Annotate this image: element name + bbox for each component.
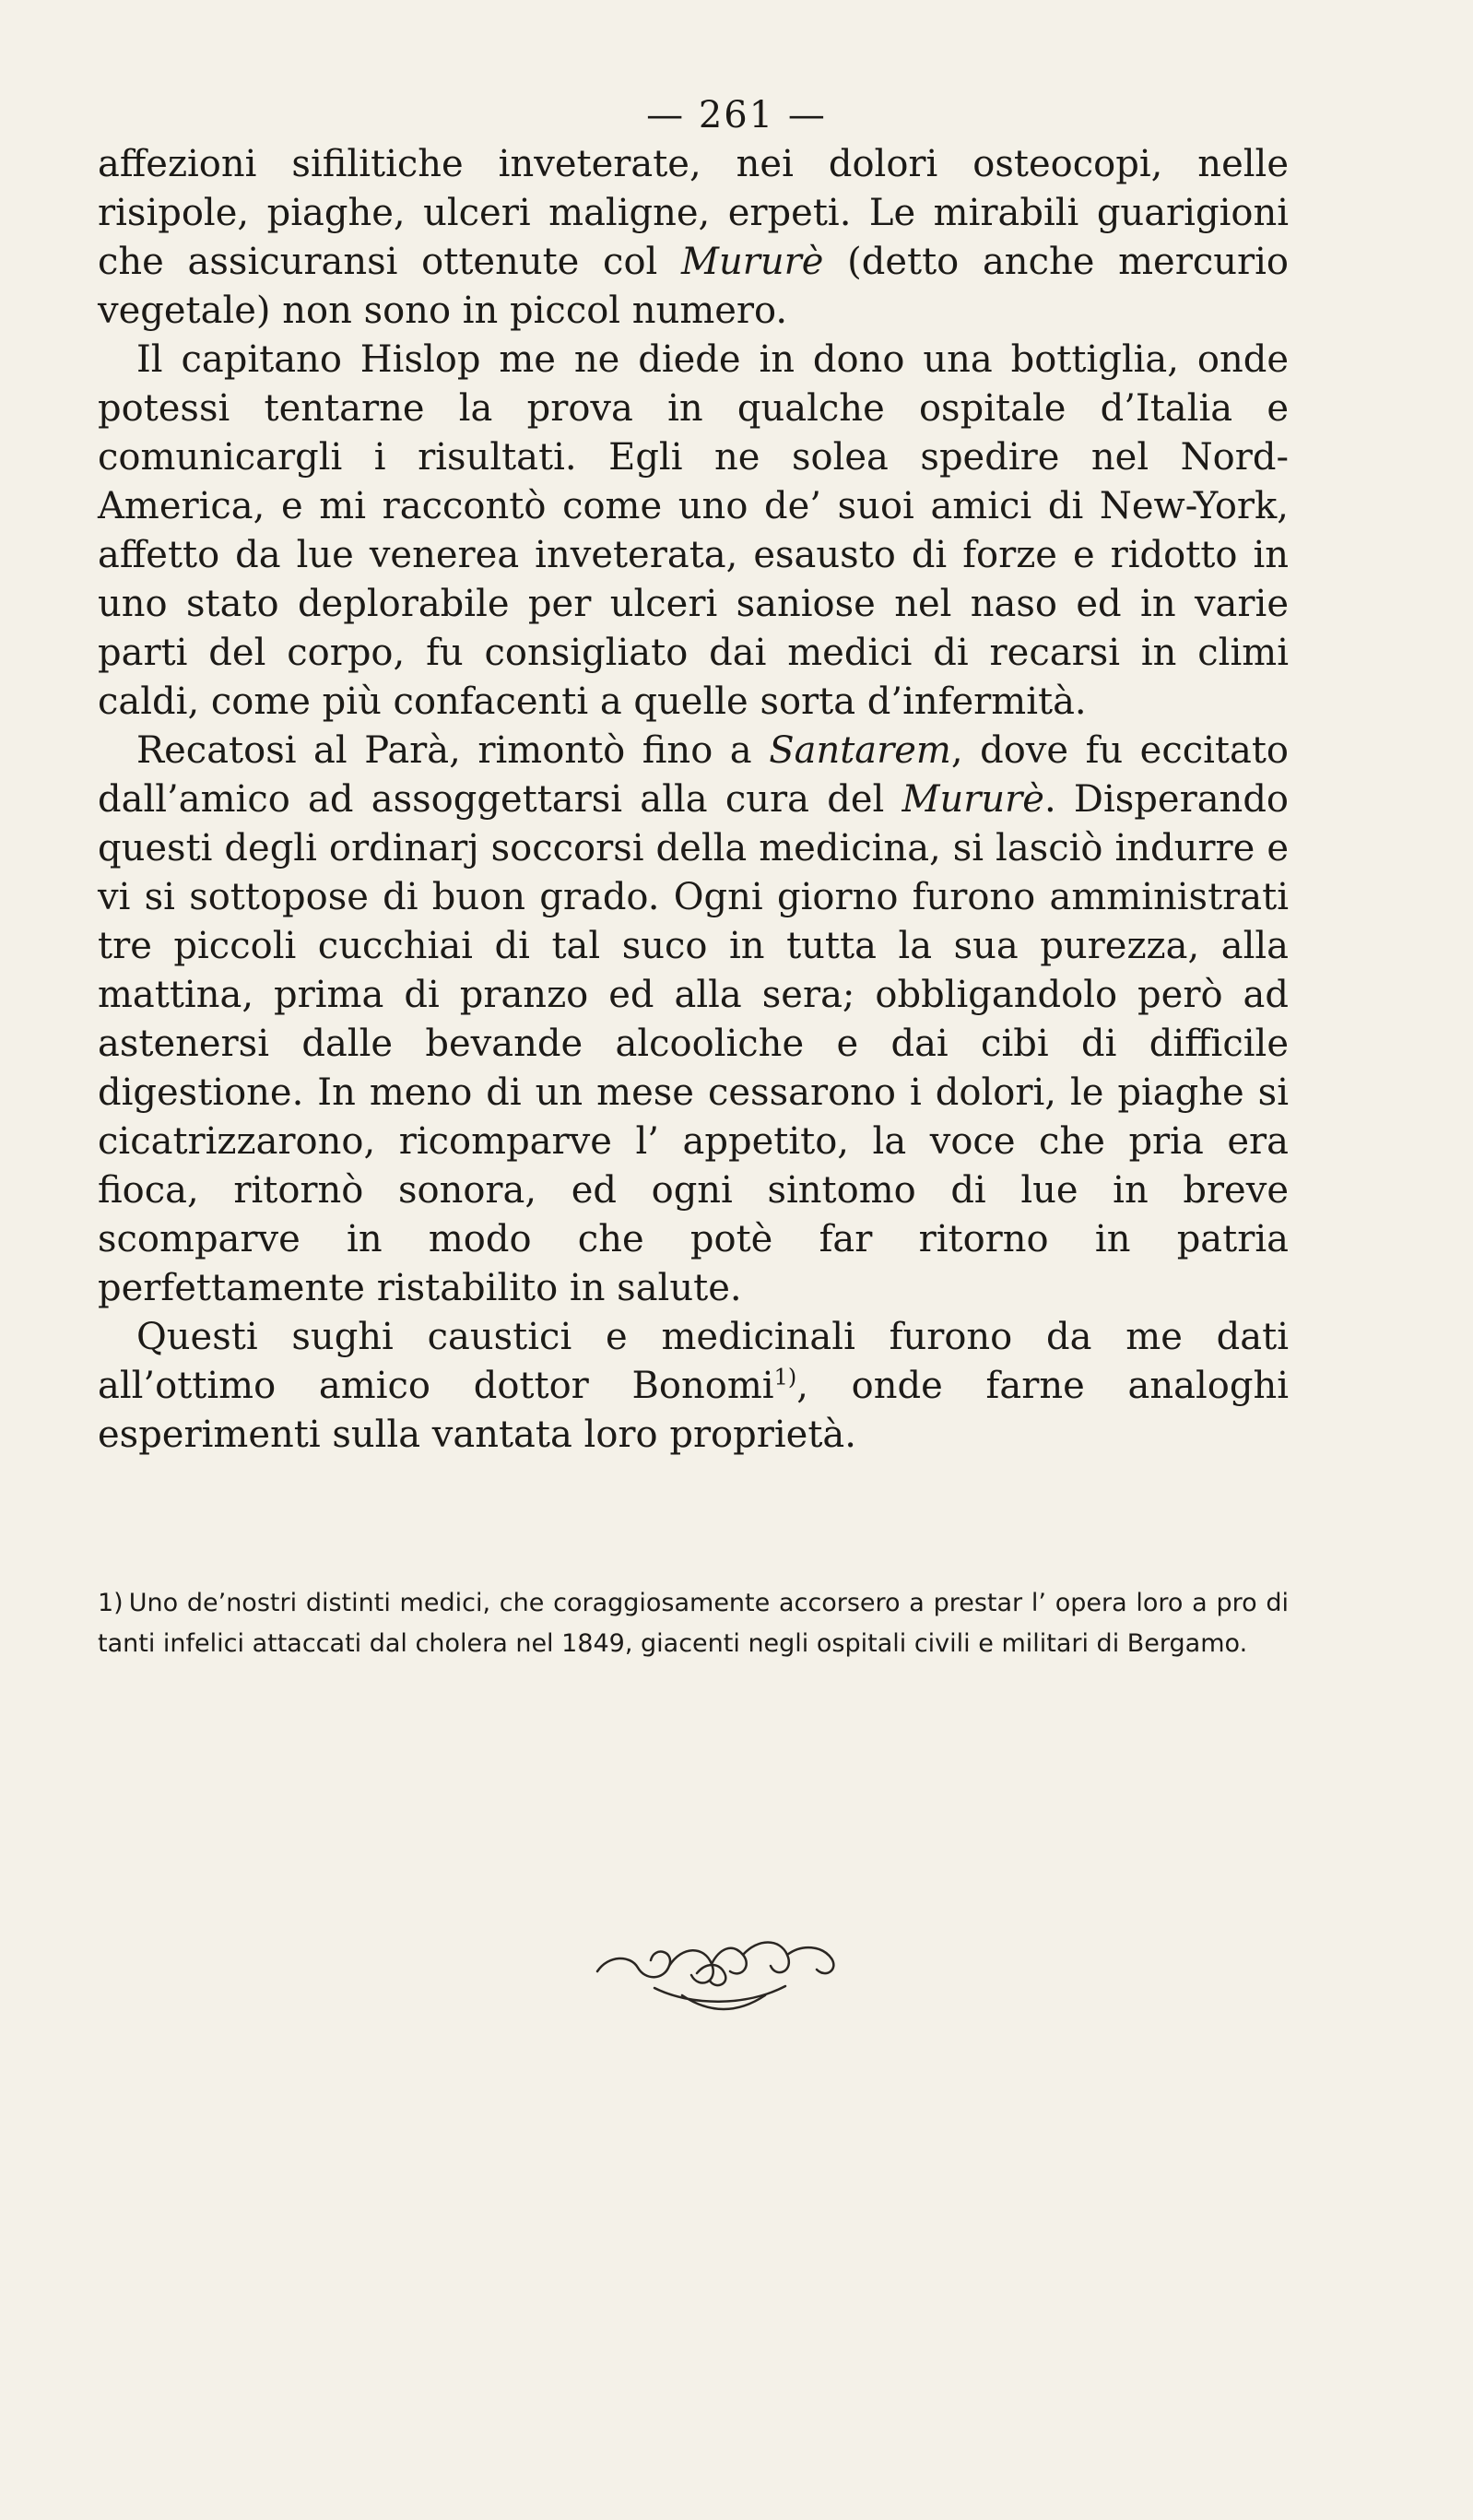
footnote-text: Uno de’nostri distinti medici, che coraggiosamente accorsero a prestar l’ opera loro a pro di tanti infelici attaccati dal cholera nel 1849, giacenti negli ospitali civili e militari di Bergamo.	[98, 1589, 1289, 1658]
footnote-reference[interactable]: 1)	[773, 1364, 797, 1390]
footnote	[98, 1583, 1289, 1664]
paragraph-3: Recatosi al Parà, rimontò fino a Santarem, dove fu eccitato dall’amico ad assoggettarsi alla cura del Mururè. Disperando questi degli ordinarj soccorsi della medicina, si lasciò indurre e vi si sottopose di buon grado. Ogni giorno furono amministrati tre piccoli cucchiai di tal suco in tutta la sua purezza, alla mattina, prima di pranzo ed alla sera; obbligandolo però ad astenersi dalle bevande alcooliche e dai cibi di difficile digestione. In meno di un mese cessarono i dolori, le piaghe si cicatrizzarono, ricomparve l’ appetito, la voce che pria era fioca, ritornò sonora, ed ogni sintomo di lue in breve scomparve in modo che potè far ritorno in patria perfettamente ristabilito in salute.	[98, 729, 1290, 1309]
footnote-marker: 1)	[98, 1589, 124, 1617]
italic-term: Mururè	[681, 241, 824, 283]
italic-term: Mururè	[901, 778, 1044, 821]
flourish-ornament-icon	[590, 1918, 848, 2019]
body-text	[98, 140, 1289, 1460]
paragraph-4: Questi sughi caustici e medicinali furono da me dati all’ottimo amico dottor Bonomi$^{1)}$, onde farne analoghi esperimenti sulla vantata loro proprietà.	[98, 1316, 1289, 1456]
italic-place: Santarem	[769, 729, 951, 772]
page-number: — 261 —	[646, 94, 827, 136]
paragraph-1: affezioni sifilitiche inveterate, nei dolori osteocopi, nelle risipole, piaghe, ulceri maligne, erpeti. Le mirabili guarigioni che assicuransi ottenute col Mururè (detto anche mercurio vegetale) non sono in piccol numero.	[98, 143, 1289, 332]
paragraph-2: Il capitano Hislop me ne diede in dono una bottiglia, onde potessi tentarne la prova in qualche ospitale d’Italia e comunicargli i risultati. Egli ne solea spedire nel Nord-America, e mi raccontò come uno de’ suoi amici di New-York, affetto da lue venerea inveterata, esausto di forze e ridotto in uno stato deplorabile per ulceri saniose nel naso ed in varie parti del corpo, fu consigliato dai medici di recarsi in climi caldi, come più confacenti a quelle sorta d’infermità.	[98, 338, 1289, 723]
